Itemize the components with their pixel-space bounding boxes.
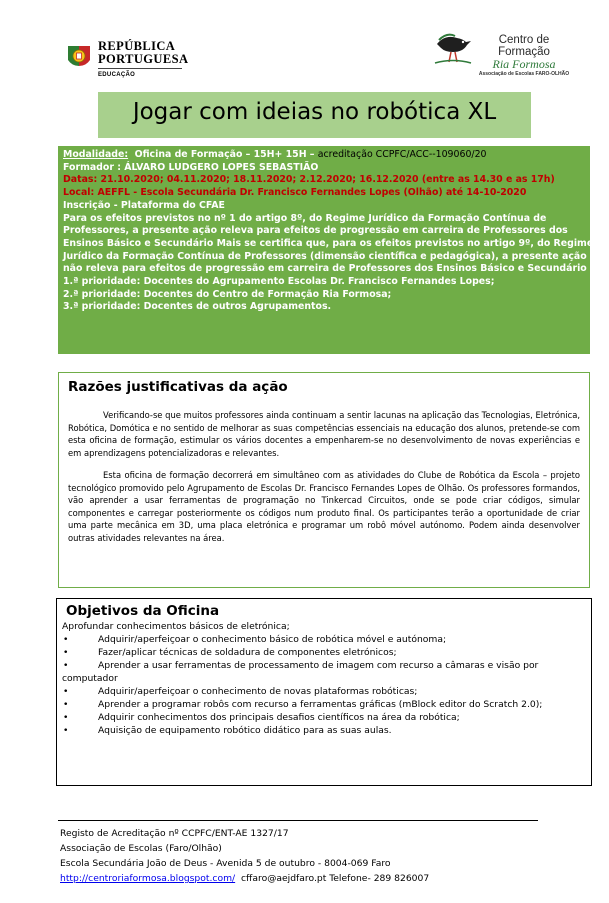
footer-contact: cffaro@aejdfaro.pt Telefone- 289 826007 xyxy=(240,873,430,884)
title-banner xyxy=(98,92,531,138)
page-footer xyxy=(60,826,429,886)
republica-portuguesa-emblem-icon xyxy=(66,42,92,70)
list-item xyxy=(62,646,586,659)
efeitos-line: Jurídico da Formação Contínua de Professores (dimensão científica e pedagógica), a presente ação xyxy=(63,250,587,262)
bird-logo-icon xyxy=(433,30,473,66)
bullet: • xyxy=(63,686,69,697)
gov-line-portuguesa: PORTUGUESA xyxy=(98,52,189,66)
list-item xyxy=(62,685,586,698)
objective-text: Aquisição de equipamento robótico didático para as suas aulas. xyxy=(98,725,392,736)
bullet: • xyxy=(63,660,69,671)
efeitos-line: não releva para efeitos de progressão em carreira de Professores dos Ensinos Básico e Secundário . xyxy=(63,263,594,275)
datas-line: Datas: 21.10.2020; 04.11.2020; 18.11.2020; 2.12.2020; 16.12.2020 (entre as 14.30 e as 17h) xyxy=(63,174,555,186)
objectives-intro: Aprofundar conhecimentos básicos de eletrónica; xyxy=(62,621,290,632)
gov-divider xyxy=(98,68,182,69)
reasons-section xyxy=(58,372,590,588)
acreditacao-text: acreditação CCPFC/ACC--109060/20 xyxy=(317,149,487,160)
footer-registo: Registo de Acreditação nº CCPFC/ENT-AE 1327/17 xyxy=(60,828,289,839)
prioridade-line: 2.ª prioridade: Docentes do Centro de Formação Ria Formosa; xyxy=(63,288,392,300)
cf-line-centro: Centro de Formação xyxy=(498,34,550,58)
efeitos-line: Para os efeitos previstos no nº 1 do artigo 8º, do Regime Jurídico da Formação Contínua de xyxy=(63,212,547,224)
footer-address: Escola Secundária João de Deus - Avenida 5 de outubro - 8004-069 Faro xyxy=(60,858,391,869)
gov-line-educacao: EDUCAÇÃO xyxy=(98,72,136,78)
footer-associacao: Associação de Escolas (Faro/Olhão) xyxy=(60,843,222,854)
list-item xyxy=(62,724,586,737)
bullet: • xyxy=(63,712,69,723)
centro-formacao-logo-text xyxy=(474,34,574,77)
reasons-paragraph: Verificando-se que muitos professores ainda continuam a sentir lacunas na aplicação das Tecnologias, Eletrónica, Robótica, Domótica e no sentido de melhorar as suas competências essenciais na educação dos alunos, pretende-se com esta oficina de formação, estimular os vários docentes a empenharem-se no desenvolvimento de novas experiências e em aprendizagens potencializadoras e relevantes. xyxy=(68,410,580,458)
formador-line: Formador : ÁLVARO LUDGERO LOPES SEBASTIÃO xyxy=(63,161,319,173)
page-header xyxy=(0,0,609,90)
objectives-section xyxy=(56,598,592,786)
gov-line-republica: REPÚBLICA xyxy=(98,39,176,53)
objective-text: Adquirir/aperfeiçoar o conhecimento básico de robótica móvel e autónoma; xyxy=(98,634,447,645)
footer-contact-line xyxy=(60,871,429,886)
cf-line-ria-formosa: Ria Formosa xyxy=(492,57,556,71)
footer-divider xyxy=(58,820,538,821)
inscricao-line: Inscrição - Plataforma do CFAE xyxy=(63,199,225,211)
prioridade-line: 1.ª prioridade: Docentes do Agrupamento Escolas Dr. Francisco Fernandes Lopes; xyxy=(63,276,495,288)
prioridade-line: 3.ª prioridade: Docentes de outros Agrupamentos. xyxy=(63,301,332,313)
objective-text: Adquirir conhecimentos dos principais desafios científicos na área da robótica; xyxy=(98,712,460,723)
bullet: • xyxy=(63,647,69,658)
list-item xyxy=(62,659,586,685)
local-line: Local: AEFFL - Escola Secundária Dr. Francisco Fernandes Lopes (Olhão) até 14-10-2020 xyxy=(63,187,527,199)
objective-text: Aprender a programar robôs com recurso a ferramentas gráficas (mBlock editor do Scratch 2.0); xyxy=(98,699,543,710)
modalidade-value: Oficina de Formação – 15H+ 15H – xyxy=(134,149,315,160)
objective-text: Aprender a usar ferramentas de processamento de imagem com recurso a câmaras e visão por computador xyxy=(62,660,539,684)
blog-link[interactable]: http://centroriaformosa.blogspot.com/ xyxy=(60,873,236,884)
government-logo-text xyxy=(98,40,188,78)
bullet: • xyxy=(63,634,69,645)
course-info-box xyxy=(58,146,594,354)
bullet: • xyxy=(63,725,69,736)
objective-text: Adquirir/aperfeiçoar o conhecimento de novas plataformas robóticas; xyxy=(98,686,418,697)
cf-line-associacao: Associação de Escolas FARO-OLHÃO xyxy=(478,71,570,77)
list-item xyxy=(62,633,586,646)
list-item xyxy=(62,711,586,724)
efeitos-line: Ensinos Básico e Secundário Mais se certifica que, para os efeitos previstos no artigo 9º, do Regime xyxy=(63,237,594,249)
objective-text: Fazer/aplicar técnicas de soldadura de componentes eletrónicos; xyxy=(98,647,397,658)
reasons-paragraph: Esta oficina de formação decorrerá em simultâneo com as atividades do Clube de Robótica da Escola – projeto tecnológico promovido pelo Agrupamento de Escolas Dr. Francisco Fernandes Lopes de Olhão. Os professores formandos, vão aprender a usar ferramentas de programação no Tinkercad Circuitos, onde se pode criar códigos, simular componentes e carregar posteriormente os códigos num produto final. Os participantes terão a oportunidade de criar uma parte mecânica em 3D, uma placa eletrónica e programar um robô móvel autónomo. Podem ainda desenvolver outras atividades relevantes na área. xyxy=(68,470,580,543)
page-title: Jogar com ideias no robótica XL xyxy=(132,99,497,125)
bullet: • xyxy=(63,699,69,710)
objectives-title: Objetivos da Oficina xyxy=(66,603,220,619)
modalidade-label: Modalidade: xyxy=(63,149,129,160)
efeitos-line: Professores, a presente ação releva para efeitos de progressão em carreira de Professores dos xyxy=(63,225,568,237)
reasons-title: Razões justificativas da ação xyxy=(68,379,288,395)
objectives-list xyxy=(62,633,586,737)
modalidade-line xyxy=(63,149,585,162)
list-item xyxy=(62,698,586,711)
